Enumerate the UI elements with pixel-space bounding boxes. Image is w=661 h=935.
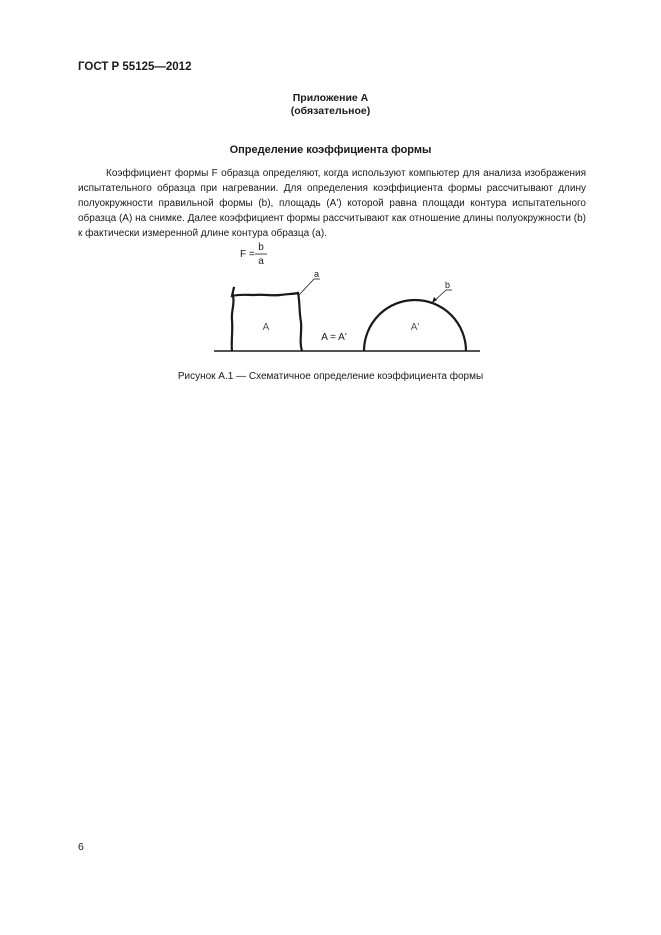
leader-a [299, 279, 314, 295]
formula-numerator: b [258, 242, 264, 253]
figure-diagram [0, 238, 661, 368]
sample-contour [232, 287, 302, 351]
figure-caption: Рисунок А.1 — Схематичное определение коэффициента формы [177, 371, 484, 382]
annex-status: (обязательное) [290, 105, 371, 117]
formula-lhs: F = [240, 249, 255, 260]
area-equality: A = A' [321, 332, 347, 343]
section-title: Определение коэффициента формы [229, 144, 432, 156]
sample-area-label: A [262, 322, 270, 333]
annex-title: Приложение А [292, 92, 369, 104]
formula-denominator: a [258, 256, 264, 267]
document-code: ГОСТ Р 55125—2012 [78, 61, 192, 73]
leader-b-arrow [432, 297, 437, 303]
semicircle-area-label: A' [410, 322, 420, 333]
paragraph: Коэффициент формы F образца определяют, когда используют компьютер для анализа изображения испытательного образца при нагревании. Для определения коэффициента формы рассчитывают длину полуокружности правильной формы (b), площадь (A') которой равна площади контура испытательного образца (A) на снимке. Далее коэффициент формы рассчитывают как отношение длины полуокружности (b) к фактически измеренной длине контура образца (a). [78, 168, 586, 239]
body-text [78, 166, 586, 241]
label-b: b [445, 280, 451, 290]
label-a: a [314, 269, 320, 279]
page-number: 6 [78, 841, 84, 853]
annex-heading [0, 92, 661, 118]
